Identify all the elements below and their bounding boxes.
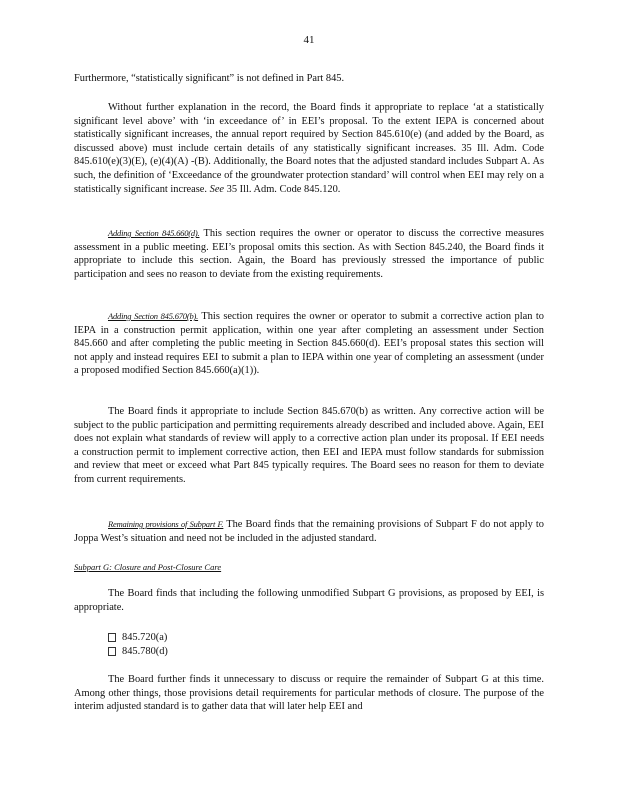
list-item-label: 845.780(d)	[122, 645, 168, 657]
section-heading-remaining: Remaining provisions of Subpart F.	[108, 519, 224, 529]
checkbox-icon	[108, 633, 116, 642]
paragraph-statistical-significance	[74, 101, 544, 196]
paragraph-section-845-660d	[74, 227, 544, 281]
subpart-g-heading: Subpart G: Closure and Post-Closure Care	[74, 562, 222, 572]
subpart-g-heading-block	[74, 561, 544, 575]
paragraph-section-845-670b	[74, 310, 544, 378]
paragraph-subpart-g	[74, 587, 544, 614]
checkbox-icon	[108, 647, 116, 656]
paragraph-text: This section requires the owner or operator to discuss the corrective measures assessment in a public meeting. EEI’s proposal omits this section. As with Section 845.240, the Board finds it appropriate to include this section. Again, the Board has previously stressed the importance of public participation and sees no reason to deviate from the existing requirements.	[74, 228, 544, 280]
citation: 35 Ill. Adm. Code 845.120.	[226, 183, 341, 195]
paragraph-text: The Board finds it appropriate to include Section 845.670(b) as written. Any corrective action will be subject to the public participation and permitting requirements already described and included above. Again, EEI does not explain what standards of review will apply to a corrective action plan under its proposal. If EEI needs a construction permit to implement corrective action, then EEI and IEPA must follow standards for submission and review that meet or exceed what Part 845 typically requires. The Board sees no reason for them to deviate from current requirements.	[74, 406, 544, 485]
paragraph-definition-note	[74, 72, 544, 86]
list-item	[108, 645, 168, 659]
paragraph-text: Without further explanation in the record, the Board finds it appropriate to replace ‘at a statistically significant level above’ with ‘in exceedance of’ in EEI’s proposal. To the extent IEPA is concerned about statistically significant increases, the annual report required by Section 845.610(e) (and added by the Board, as discussed above) must include certain details of any statistically significant increases. 35 Ill. Adm. Code 845.610(e)(3)(E), (e)(4)(A) -(B). Additionally, the Board notes that the adjusted standard includes Subpart A. As such, the definition of ‘Exceedance of the groundwater protection standard’ will control when EEI may rely on a statistically significant increase.	[74, 102, 544, 195]
paragraph-text: The Board finds that the remaining provisions of Subpart F do not apply to Joppa West’s situation and need not be included in the adjusted standard.	[74, 519, 544, 544]
paragraph-text: The Board finds that including the following unmodified Subpart G provisions, as proposed by EEI, is appropriate.	[74, 588, 544, 613]
paragraph-text: The Board further finds it unnecessary to discuss or require the remainder of Subpart G at this time. Among other things, those provisions detail requirements for particular methods of closure. The purpose of the interim adjusted standard is to gather data that will later help EEI and	[74, 674, 544, 713]
paragraph-board-finds	[74, 405, 544, 487]
list-item	[108, 631, 168, 645]
section-heading-845-670b: Adding Section 845.670(b).	[108, 311, 199, 321]
paragraph-closing	[74, 673, 544, 714]
list-item-label: 845.720(a)	[122, 632, 168, 643]
see-signal: See	[209, 183, 225, 195]
paragraph-remaining-provisions	[74, 518, 544, 545]
page-number: 41	[303, 34, 315, 46]
paragraph-text: This section requires the owner or operator to submit a corrective action plan to IEPA in a construction permit application, within one year after completing an assessment under Section 845.660 and after completing the public meeting in Section 845.660(d). EEI’s proposal states this section will not apply and instead requires EEI to submit a plan to IEPA within one year of completing an assessment (under a proposed modified Section 845.660(a)(1)).	[74, 311, 544, 377]
provision-list	[108, 631, 168, 658]
paragraph-text: Furthermore, “statistically significant” is not defined in Part 845.	[74, 73, 345, 84]
section-heading-845-660d: Adding Section 845.660(d).	[108, 228, 200, 238]
